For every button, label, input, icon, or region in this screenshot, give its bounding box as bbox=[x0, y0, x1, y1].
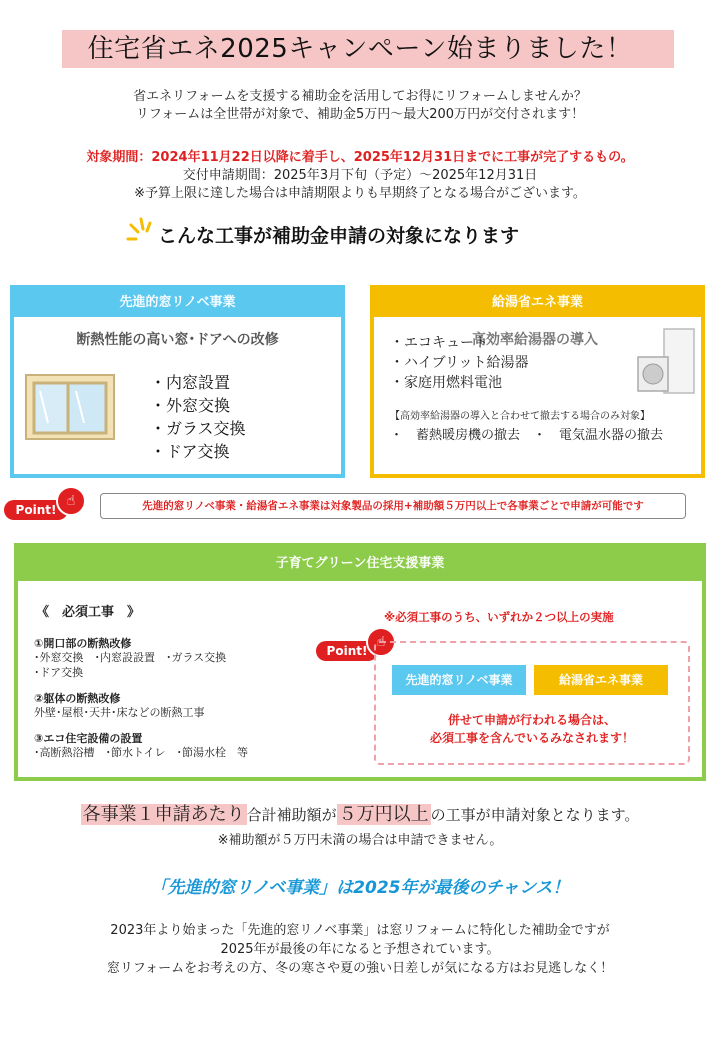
window-item: ・ドア交換 bbox=[150, 442, 230, 461]
water-note: 【高効率給湯器の導入と合わせて撤去する場合のみ対象】 bbox=[390, 411, 650, 422]
water-item: ・家庭用燃料電池 bbox=[390, 375, 502, 391]
combined-line-1: 併せて申請が行われる場合は、 bbox=[447, 713, 616, 727]
water-removal: ・ 蓄熱暖房機の撤去 ・ 電気温水器の撤去 bbox=[390, 428, 664, 443]
group-line: 外壁･屋根･天井･床などの断熱工事 bbox=[34, 706, 205, 719]
chance-line-3: 窓リフォームをお考えの方、冬の寒さや夏の強い日差しが気になる方はお見逃しなく！ bbox=[106, 961, 614, 976]
intro-line-1: 省エネリフォームを支援する補助金を活用してお得にリフォームしませんか？ bbox=[133, 89, 587, 104]
water-item: ・ハイブリット給湯器 bbox=[390, 355, 529, 371]
window-box-title: 先進的窓リノベ事業 bbox=[14, 289, 341, 317]
required-heading: 《 必須工事 》 bbox=[36, 605, 141, 620]
group-title: ②躯体の断熱改修 bbox=[34, 692, 121, 705]
combined-line-2: 必須工事を含んでいるみなされます！ bbox=[429, 731, 634, 745]
requirement-part-1: 各事業１申請あたり bbox=[82, 804, 245, 825]
red-note: ※必須工事のうち、いずれか２つ以上の実施 bbox=[384, 610, 614, 624]
window-box-subtitle: 断熱性能の高い窓･ドアへの改修 bbox=[76, 332, 279, 348]
window-renovation-box bbox=[10, 285, 345, 478]
intro-line-2: リフォームは全世帯が対象で、補助金5万円～最大200万円が交付されます！ bbox=[135, 107, 585, 122]
window-item: ・内窓設置 bbox=[150, 373, 231, 392]
requirement-part-2: 合計補助額が bbox=[246, 806, 337, 824]
point-badge: Point! ☝ bbox=[316, 631, 396, 663]
water-heater-icon bbox=[636, 327, 698, 397]
requirement-part-3: ５万円以上 bbox=[338, 804, 429, 825]
group-line: ･ドア交換 bbox=[34, 666, 84, 679]
green-box-title: 子育てグリーン住宅支援事業 bbox=[18, 547, 702, 581]
green-house-box bbox=[14, 543, 706, 781]
window-item: ・外窓交換 bbox=[150, 396, 231, 415]
page-title: 住宅省エネ2025キャンペーン始まりました！ bbox=[87, 34, 633, 64]
point-badge: Point! ☝ bbox=[4, 492, 92, 522]
application-period: 交付申請期間：2025年3月下旬（予定）～2025年12月31日 bbox=[182, 168, 538, 183]
window-icon bbox=[24, 371, 119, 443]
group-line: ･外窓交換 ･内窓設設置 ･ガラス交換 bbox=[34, 651, 227, 664]
pill-window: 先進的窓リノベ事業 bbox=[392, 665, 526, 695]
pill-water: 給湯省エネ事業 bbox=[534, 665, 668, 695]
chance-line-2: 2025年が最後の年になると予想されています。 bbox=[220, 942, 500, 957]
group-line: ･高断熱浴槽 ･節水トイレ ･節湯水栓 等 bbox=[34, 746, 248, 759]
target-period: 対象期間：2024年11月22日以降に着手し、2025年12月31日までに工事が完了するもの。 bbox=[86, 150, 634, 165]
water-box-subtitle: 高効率給湯器の導入 bbox=[472, 332, 598, 348]
requirement-line bbox=[0, 803, 720, 827]
water-box-title: 給湯省エネ事業 bbox=[374, 289, 701, 317]
budget-note: ※予算上限に達した場合は申請期限よりも早期終了となる場合がございます。 bbox=[134, 186, 586, 201]
subsidy-heading: こんな工事が補助金申請の対象になります bbox=[158, 225, 520, 247]
requirement-part-4: の工事が申請対象となります。 bbox=[430, 806, 640, 824]
requirement-note: ※補助額が５万円未満の場合は申請できません。 bbox=[217, 833, 503, 848]
chance-line-1: 2023年より始まった「先進的窓リノベ事業」は窓リフォームに特化した補助金ですが bbox=[110, 923, 610, 938]
combined-frame bbox=[374, 641, 690, 765]
water-heater-box bbox=[370, 285, 705, 478]
chance-heading: 「先進的窓リノベ事業」は2025年が最後のチャンス！ bbox=[150, 878, 570, 898]
water-item: ・エコキュート bbox=[390, 335, 488, 351]
group-title: ①開口部の断熱改修 bbox=[34, 637, 132, 650]
window-item: ・ガラス交換 bbox=[150, 419, 246, 438]
point-note: 先進的窓リノベ事業・給湯省エネ事業は対象製品の採用+補助額５万円以上で各事業ごとで申請が可能です bbox=[100, 493, 686, 519]
group-title: ③エコ住宅設備の設置 bbox=[34, 732, 143, 745]
spark-icon bbox=[126, 215, 156, 249]
